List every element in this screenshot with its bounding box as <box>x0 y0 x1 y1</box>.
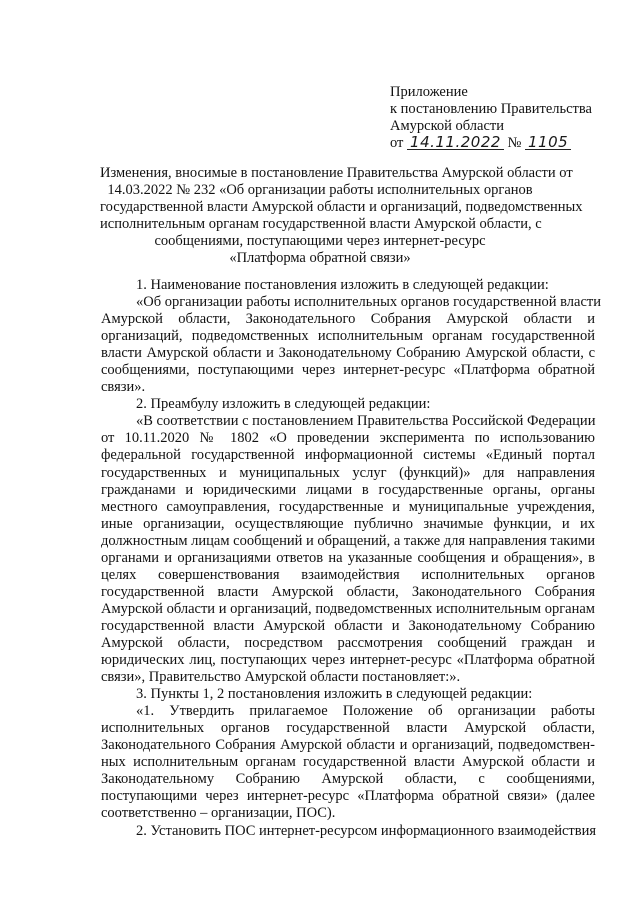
region-name: Амурской области <box>390 118 504 134</box>
text-line: Законодательного Собрания Амурской области и организаций, подведомствен- <box>101 737 595 754</box>
paragraph-p2 <box>101 294 601 396</box>
text-line: местного самоуправления, государственные и муниципальные учреждения, <box>101 498 595 515</box>
text-line: органами и организациями ответов на указанные сообщения и обращения», в <box>101 549 595 566</box>
text-line: федеральной государственной информационной системы «Единый портал <box>101 447 595 464</box>
text-line: государственной власти Амурской области и Законодательному Собранию <box>101 617 595 634</box>
approval-block <box>390 84 620 152</box>
paragraph-p5 <box>101 686 595 703</box>
text-line: власти Амурской области и Законодательному Собранию Амурской области, с <box>101 345 595 362</box>
text-line: ных исполнительным органам государственной власти Амурской области и <box>101 754 595 771</box>
text-line: поступающими через интернет-ресурс «Платформа обратной связи» (далее <box>101 788 595 805</box>
text-line: от 10.11.2020 № 1802 «О проведении эксперимента по использованию <box>101 430 595 447</box>
title-line: 14.03.2022 № 232 «Об организации работы исполнительных органов <box>107 182 533 198</box>
text-line: Законодательному Собранию Амурской области, с сообщениями, <box>101 771 595 788</box>
text-line: Амурской области, посредством рассмотрения сообщений граждан и <box>101 634 595 651</box>
text-line: 2. Установить ПОС интернет-ресурсом информационного взаимодействия <box>136 822 597 839</box>
paragraph-p1 <box>101 277 595 294</box>
text-line: государственной власти Амурской области, Законодательного Собрания <box>101 583 595 600</box>
text-line: связи», Правительство Амурской области постановляет:». <box>101 669 461 686</box>
text-line: «1. Утвердить прилагаемое Положение об организации работы <box>136 703 595 720</box>
title-line: государственной власти Амурской области и организаций, подведомственных <box>100 199 583 215</box>
from-prefix: от <box>390 135 404 151</box>
paragraph-p6 <box>101 703 595 822</box>
text-line: сообщениями, поступающими через интернет-ресурс «Платформа обратной <box>101 362 595 379</box>
title-line: «Платформа обратной связи» <box>229 250 411 266</box>
title-line: Изменения, вносимые в постановление Правительства Амурской области от <box>100 165 573 181</box>
text-line: иные организации, осуществляющие публично значимые функции, и их <box>101 515 595 532</box>
text-line: соответственно – организации, ПОС). <box>101 805 336 822</box>
text-line: Амурской области и организаций, подведомственных исполнительным органам <box>101 600 595 617</box>
text-line: Амурской области, Законодательного Собрания Амурской области и <box>101 311 595 328</box>
title-line: сообщениями, поступающими через интернет-ресурс <box>154 233 486 249</box>
paragraph-p4 <box>101 413 595 686</box>
title-line: исполнительным органам государственной власти Амурской области, с <box>100 216 542 232</box>
text-line: государственных и муниципальных услуг (функций)» для направления <box>101 464 595 481</box>
document-body <box>101 277 601 840</box>
text-line: 1. Наименование постановления изложить в следующей редакции: <box>136 277 549 293</box>
text-line: юридических лиц, поступающих через интернет-ресурс «Платформа обратной <box>101 652 595 669</box>
text-line: «В соответствии с постановлением Правительства Российской Федерации <box>136 413 596 430</box>
number-sign: № <box>507 135 522 151</box>
handwritten-number: 1105 <box>525 135 571 150</box>
text-line: связи». <box>101 379 146 396</box>
text-line: гражданами и юридическими лицами в государственные органы, органы <box>101 481 595 498</box>
appendix-label: Приложение <box>390 84 468 100</box>
resolution-reference: к постановлению Правительства <box>390 101 592 117</box>
text-line: «Об организации работы исполнительных органов государственной власти <box>136 294 601 311</box>
text-line: 2. Преамбулу изложить в следующей редакции: <box>136 396 431 413</box>
document-title <box>100 165 583 267</box>
text-line: 3. Пункты 1, 2 постановления изложить в следующей редакции: <box>136 686 533 703</box>
paragraph-p7 <box>101 823 595 840</box>
text-line: исполнительных органов государственной власти Амурской области, <box>101 720 595 737</box>
date-number-line <box>390 135 620 152</box>
text-line: целях совершенствования взаимодействия исполнительных органов <box>101 566 595 583</box>
text-line: организаций, подведомственных исполнительным органам государственной <box>101 328 595 345</box>
paragraph-p3 <box>101 396 595 413</box>
handwritten-date: 14.11.2022 <box>407 135 504 150</box>
text-line: должностным лицам сообщений и обращений, а также для направления такими <box>101 532 595 549</box>
